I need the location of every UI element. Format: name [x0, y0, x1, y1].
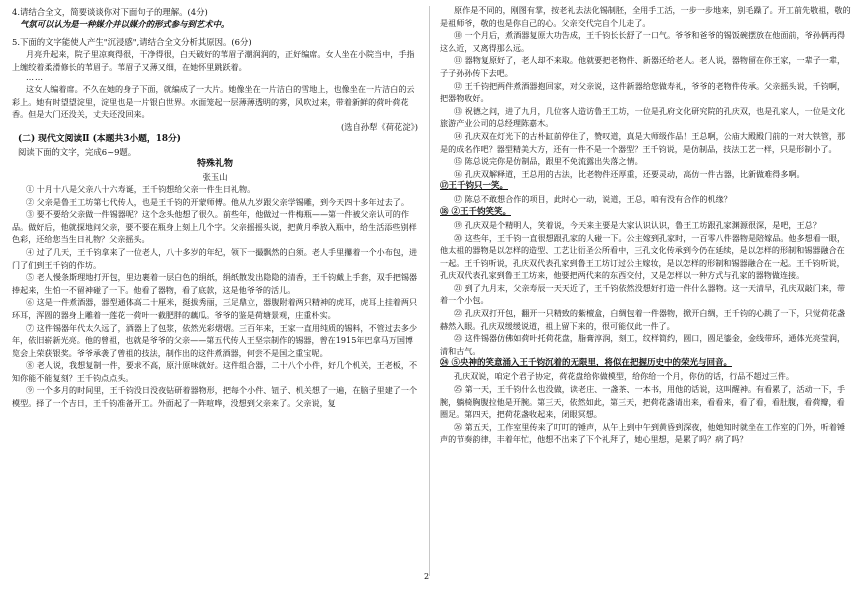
paragraph: ⑥ 这是一件煮酒器，器型通体高二十厘米，挺拔秀丽，三足鼎立，器腹附着两只精神的虎耳，虎耳上挂着两只环耳，浑圆的器身上雕着一莲花一荷叶一截肥胖的藕瓜。爷爷的鉴是荷塘景观，庄重朴实。: [12, 297, 418, 320]
paragraph: ⑮ 陈总说完你是仿制品，跟里不免流露出失落之情。: [454, 156, 643, 167]
question-4-answer: 气氛可以认为是一种媒介并以媒介的形式参与到艺术中。: [20, 19, 230, 29]
paragraph: ㉒ 孔庆双打开包，翻开一只精致的紫檀盒，白绸包着一件器物，掀开白绸，王千钧的心跳了一下，只觉荷花盏赫然入眼。孔庆双缓缓说道，祖上留下来的，很可能仅此一件了。: [440, 308, 846, 331]
section-instruction: 阅读下面的文字，完成6~9题。: [18, 146, 137, 157]
paragraph: ⑩ 一个月后，煮酒器复原大功告成，王千钧长长舒了一口气。爷爷和爸爷的锡饭碗摆放在他面前，爷孙俩再得这么近，又离得那么远。: [440, 30, 846, 53]
paragraph: ② 父亲是鲁王工坊第七代传人，也是王千钧的开蒙师傅。他从九岁跟父亲学锡雕，到今天四十多年过去了。: [26, 196, 409, 207]
underlined-sentence-3: ㉔ ⑤央神的笑意涌入王千钧沉着的无限里，将似在把握历史中的荣光与回音。: [440, 358, 732, 369]
right-column: [432, 0, 860, 590]
paragraph: ㉑ 到了九月末，父亲寿辰一天天近了，王千钧依然没想好打造一件什么器物。这一天清早，孔庆双敲门来，带着一个小包。: [440, 282, 846, 306]
paragraph: ⑧ 老人说，我想复制一件，要求不高，原汁原味就好。这件组合器，二十八个小件，好几个机关，王老板，不知你能不能复刻？王千钧点点头。: [12, 360, 418, 383]
paragraph: ④ 过了几天，王千钧拿来了一位老人，八十多岁的年纪，领下一撮飘然的白须。老人手里攥着一个小布包，进门了们到王千钧的作坊。: [12, 246, 418, 270]
underlined-sentence-1: ⑰王千钧只一笑。: [440, 181, 509, 192]
article-author: 张玉山: [202, 171, 228, 182]
question-4: 4.请结合全文，简要谈谈你对下面句子的理解。(4分): [12, 7, 208, 17]
page-number: 2: [424, 572, 430, 581]
excerpt-source: (选自孙犁《荷花淀》): [341, 121, 418, 132]
paragraph: ⑪ 器物复原好了，老人却不来取。他就要把老物件、新器还给老人。老人说，器物留在你王家，一辈子一辈，子子孙孙传下去吧。: [440, 55, 846, 78]
paragraph: 孔庆双说，咱定个君子协定，荷花盘给你做模型，给你给一个月，你仿的话，行品不超过三件。: [454, 371, 794, 382]
paragraph: ⑤ 老人慢条斯理地打开包，里边裹着一层白色的绢纸，绢纸散发出隐隐的清香，王千钧戴上手套，双手把锡器捧起来，生怕一不留神碰了一下。他看了器物，看了底款，这是他爷爷的活儿。: [12, 272, 418, 295]
question-5-excerpt-2: 这女人编着席。不久在她的身子下面，就编成了一大片。她像坐在一片洁白的雪地上，也像坐在一片洁白的云彩上。她有时望望淀里，淀里也是一片银白世界。水面笼起一层薄薄透明的雾，风吹过来，带着新鲜的荷叶荷花香。但是大门还没关，丈夫还没回来。: [12, 84, 415, 120]
section-heading: (二) 现代文阅读Ⅱ (本题共3小题，18分): [18, 133, 181, 144]
paragraph: ⑨ 一个多月的时间里，王千钧没日没夜钻研着器物形，把每个小件、钮子、机关想了一遍，在脑子里建了一个模型。择了一个吉日，王千钧准备开工。外面起了一阵喧哗，没想到父亲来了。父亲说，复: [12, 385, 418, 409]
question-5-excerpt-1: 月亮升起来，院子里凉爽得很，干净得很，白天破好的苇眉子潮润润的，正好编席。女人坐在小院当中，手指上缠绞着柔滑修长的苇眉子。苇眉子又薄又细，在她怀里跳跃着。: [12, 49, 415, 72]
question-5: 5.下面的文字能使人产生"沉浸感",请结合全文分析其原因。(6分): [12, 37, 252, 47]
paragraph: ⑯ 孔庆双解释道，王总用的古法，比老物件还厚重，还要灵动，高仿一件古器，比新做难得多啊。: [454, 168, 805, 179]
paragraph: ⑭ 孔庆双在灯光下的古朴缸前停住了，赞叹道，真是大师级作品！王总啊，公庙大殿殿门前的一对大铁管，那是的成名作吧？器型精美大方，还有一件不是一个器型？王千钧说，是仿制品，技法工艺一样，只是形制小了。: [440, 130, 846, 154]
paragraph: ⑫ 王千钧把两件煮酒器抱回家，对父亲说，这件新器给您做寿礼，爷爷的老物件传承。父亲摇头说，千钧啊，把器物收好。: [440, 80, 846, 104]
paragraph: ⑬ 祝德之问，进了九月，几位客人造访鲁王工坊，一位是孔府文化研究院的孔庆双，也是孔家人，一位是文化旅游产业公司的总经理陈嘉木。: [440, 105, 846, 129]
paragraph: ③ 要不要给父亲做一件锡器呢？这个念头他想了很久。前些年，他做过一件梅瓶——第一件被父亲认可的作品。做好后，他就探地问父亲，要不要在瓶身上刻上几个字。父亲摇摇头说，把黄月季放入瓶中，给生活添些别样色彩，还给您当生日礼物？父亲摇头。: [12, 209, 417, 245]
paragraph: ㉖ 第五天，工作室里传来了叮叮的锤声，从午上到中午到黄昏到深夜，他她知时就坐在工作室的门外，听着锤声的节奏韵律，丰着年忙，他想不出来了下个礼拜了，她心里想，是累了吗？病了吗？: [440, 421, 846, 445]
column-divider: [429, 6, 430, 576]
paragraph: 原作是不同的，刚图有掌，按老礼去法化锡制胚，全用手工活，一步一步地来，别毛躁了。开工前先敬祖，敬的是祖师爷，敬的也是你自己的心。父亲交代完自个儿走了。: [440, 5, 851, 28]
ellipsis: ……: [26, 73, 44, 83]
paragraph: ⑦ 这件锡器年代太久远了，酒器上了包浆，依然光彩熠熠。三百年来，王家一直用纯质的锡料，不管过去多少年，依旧崭新光亮。他的曾祖，也就是爷爷的父亲——第五代传人王坚宗制作的锡器，曾在1915年巴拿马万国博览会上荣获银奖。爷爷承袭了曾祖的技法，制作出的这件煮酒器，何尝不是国之重宝呢。: [12, 322, 418, 358]
left-column: [0, 0, 428, 590]
paragraph: ⑰ 陈总不敢想合作的项目，此时心一动，说道，王总，咱有没有合作的机缘？: [454, 194, 732, 205]
article-title: 特殊礼物: [196, 158, 233, 169]
underlined-sentence-2: ⑱ ②王千钧笑笑。: [440, 206, 511, 217]
paragraph: ⑲ 孔庆双是个精明人，笑着说，今天来主要是大家认识认识，鲁王工坊跟孔家渊源很深，是吧，王总？: [454, 219, 821, 230]
paragraph: ① 十月十八是父亲八十六寿诞，王千钧想给父亲一件生日礼物。: [26, 183, 256, 194]
paragraph: ㉓ 这件锡器仿佛如荷叶托荷花盘，脂膏淳润，刻工，纹样简约，圆口，圆足鎏金，金线带环，通体光亮莹润，清和古气。: [440, 333, 846, 356]
paragraph: ⑳ 这些年，王千钧一直很想跟孔家的人碰一下。公主嫁到孔家时，一百零八件器物是陪嫁品。他多想看一眼，他太祖的器物是以怎样的造型、工艺让衍圣公所看中，三孔文化传承到今仍在延续，是以怎样的形制和锡器融合在一起。王千钧听说，孔庆双代表孔家到鲁王工坊订过公主嫁妆，是以怎样的形制和锡器融合在一起。王千钧听说，孔庆双代表孔家到鲁王工坊来，他要把两代来的东西交付，又是怎样以一种方式与孔家的器物做连接。: [440, 232, 846, 281]
paragraph: ㉕ 第一天，王千钧什么也没做，读老庄、一盏茶、一本书，用他的话说，这叫醒神。有看累了，活动一下，手腕，躺椅胸腹拉他是开腕。第三天，依然如此，第三天，把荷花盏请出来，看看来，看了看，看肚腹，看荷瓣，看圈足。第四天，把荷花盏收起来，闭眼冥想。: [440, 384, 846, 420]
